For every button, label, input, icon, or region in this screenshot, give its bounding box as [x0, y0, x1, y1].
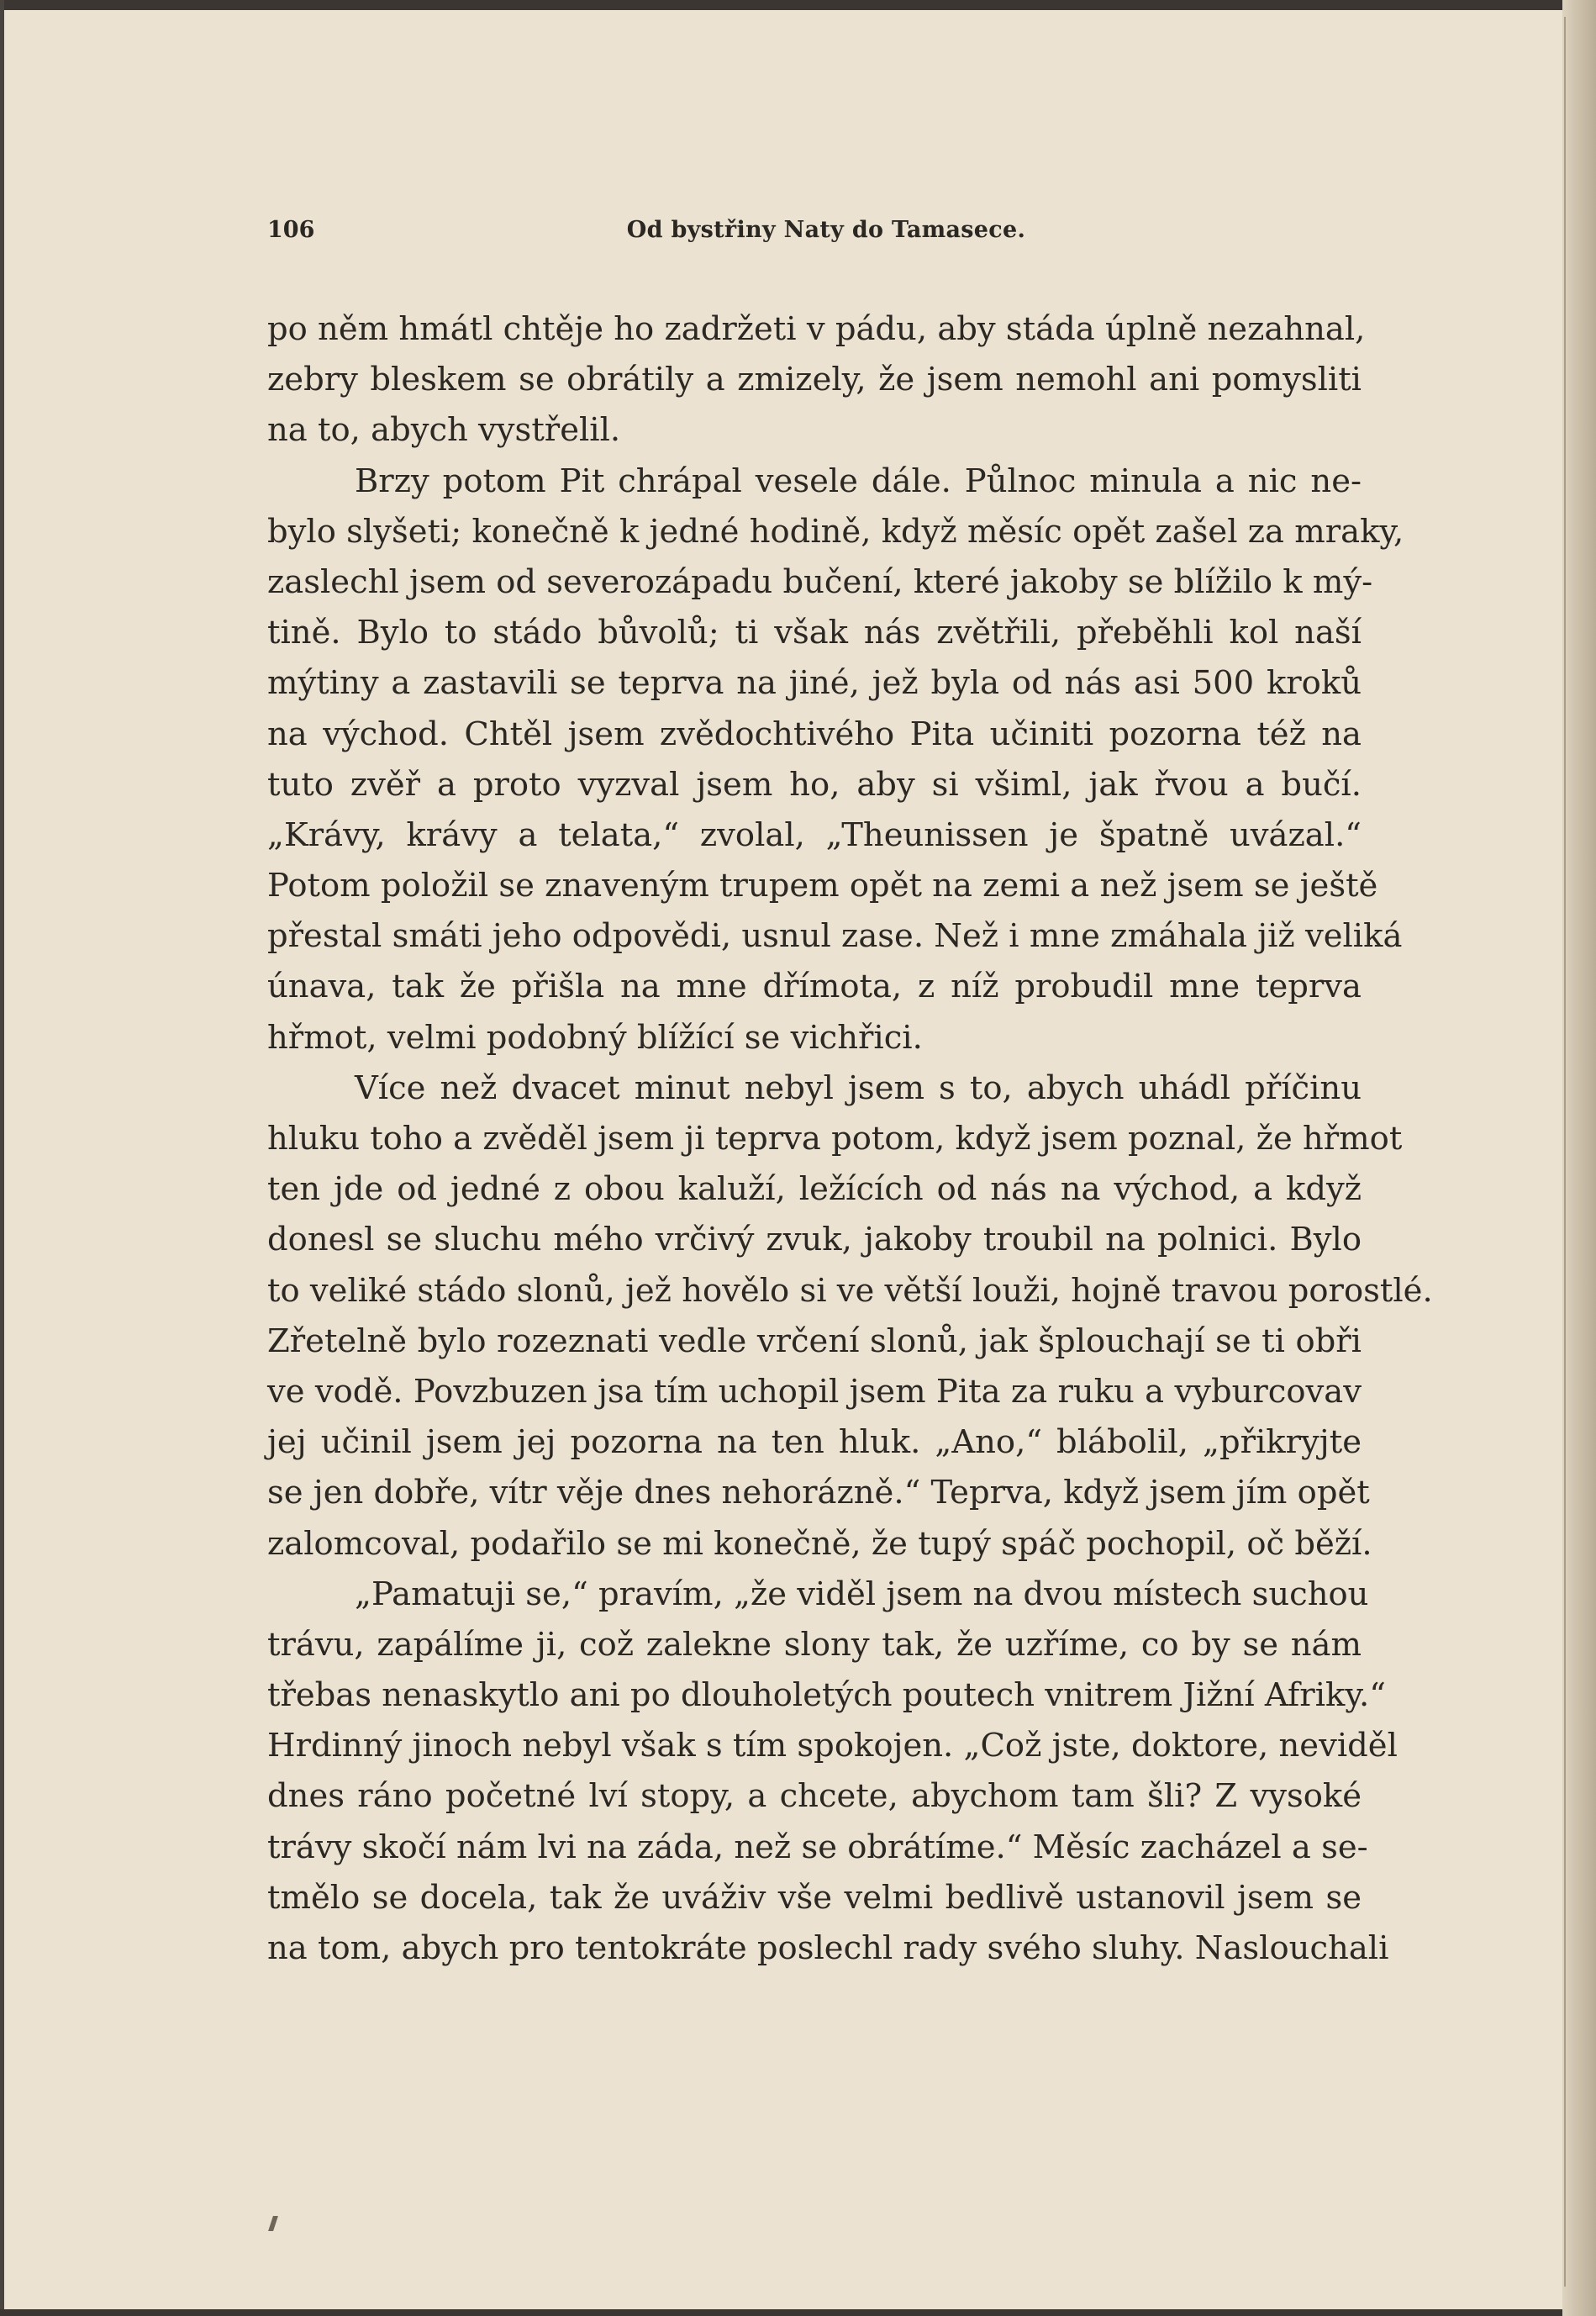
text-line: Zřetelně bylo rozeznati vedle vrčení slonů, jak šplouchají se ti obři — [267, 1322, 1362, 1360]
page-edge-left — [0, 0, 4, 2316]
stray-ink-mark — [268, 2216, 278, 2231]
text-line: zalomcoval, podařilo se mi konečně, že tupý spáč pochopil, oč běží. — [267, 1524, 1372, 1563]
text-line: hřmot, velmi podobný blížící se vichřici. — [267, 1018, 923, 1057]
text-line: Potom položil se znaveným trupem opět na zemi a než jsem se ještě — [267, 867, 1378, 905]
text-line: to veliké stádo slonů, jež hovělo si ve větší louži, hojně travou porostlé. — [267, 1271, 1433, 1310]
text-line: tmělo se docela, tak že uváživ vše velmi bedlivě ustanovil jsem se — [267, 1878, 1362, 1917]
text-line: donesl se sluchu mého vrčivý zvuk, jakoby troubil na polnici. Bylo — [267, 1221, 1362, 1259]
page-edge-top — [0, 0, 1596, 10]
text-line: únava, tak že přišla na mne dřímota, z níž probudil mne teprva — [267, 968, 1362, 1006]
text-line: Brzy potom Pit chrápal vesele dále. Půlnoc minula a nic ne- — [355, 462, 1362, 500]
page-edge-bottom — [0, 2309, 1596, 2316]
binding-line — [1564, 17, 1566, 2287]
text-line: se jen dobře, vítr věje dnes nehorázně.“ Teprva, když jsem jím opět — [267, 1474, 1370, 1512]
text-line: mýtiny a zastavili se teprva na jiné, jež byla od nás asi 500 kroků — [267, 664, 1362, 703]
text-line: trávy skočí nám lvi na záda, než se obrátíme.“ Měsíc zacházel a se- — [267, 1828, 1368, 1866]
text-line: Více než dvacet minut nebyl jsem s to, abych uhádl příčinu — [355, 1068, 1362, 1107]
text-line: dnes ráno početné lví stopy, a chcete, abychom tam šli? Z vysoké — [267, 1777, 1362, 1816]
page-header — [267, 217, 1362, 251]
binding-strip — [1562, 0, 1596, 2316]
text-line: na východ. Chtěl jsem zvědochtivého Pita učiniti pozorna též na — [267, 715, 1362, 753]
page-number: 106 — [267, 217, 315, 243]
text-line: třebas nenaskytlo ani po dlouholetých poutech vnitrem Jižní Afriky.“ — [267, 1676, 1386, 1715]
text-line: přestal smáti jeho odpovědi, usnul zase. Než i mne zmáhala již veliká — [267, 917, 1403, 956]
text-line: bylo slyšeti; konečně k jedné hodině, když měsíc opět zašel za mraky, — [267, 512, 1404, 551]
text-line: „Pamatuji se,“ pravím, „že viděl jsem na dvou místech suchou — [355, 1575, 1369, 1613]
running-head: Od bystřiny Naty do Tamasece. — [626, 217, 1026, 243]
text-line: zebry bleskem se obrátily a zmizely, že jsem nemohl ani pomysliti — [267, 361, 1362, 399]
text-line: na to, abych vystřelil. — [267, 411, 621, 450]
text-line: po něm hmátl chtěje ho zadržeti v pádu, aby stáda úplně nezahnal, — [267, 310, 1366, 348]
body-text — [267, 304, 1433, 1974]
text-line: trávu, zapálíme ji, což zalekne slony tak, že uzříme, co by se nám — [267, 1625, 1362, 1664]
text-line: na tom, abych pro tentokráte poslechl rady svého sluhy. Naslouchali — [267, 1929, 1389, 1967]
text-line: ten jde od jedné z obou kaluží, ležících od nás na východ, a když — [267, 1170, 1362, 1209]
text-line: jej učinil jsem jej pozorna na ten hluk. „Ano,“ blábolil, „přikryjte — [267, 1423, 1362, 1462]
text-line: Hrdinný jinoch nebyl však s tím spokojen. „Což jste, doktore, neviděl — [267, 1727, 1398, 1765]
text-line: „Krávy, krávy a telata,“ zvolal, „Theunissen je špatně uvázal.“ — [267, 815, 1362, 854]
text-line: tuto zvěř a proto vyzval jsem ho, aby si všiml, jak řvou a bučí. — [267, 765, 1362, 804]
text-line: tině. Bylo to stádo bůvolů; ti však nás zvětřili, přeběhli kol naší — [267, 614, 1362, 652]
text-line: hluku toho a zvěděl jsem ji teprva potom, když jsem poznal, že hřmot — [267, 1120, 1403, 1158]
text-line: zaslechl jsem od severozápadu bučení, které jakoby se blížilo k mý- — [267, 562, 1373, 601]
text-line: ve vodě. Povzbuzen jsa tím uchopil jsem Pita za ruku a vyburcovav — [267, 1372, 1362, 1411]
